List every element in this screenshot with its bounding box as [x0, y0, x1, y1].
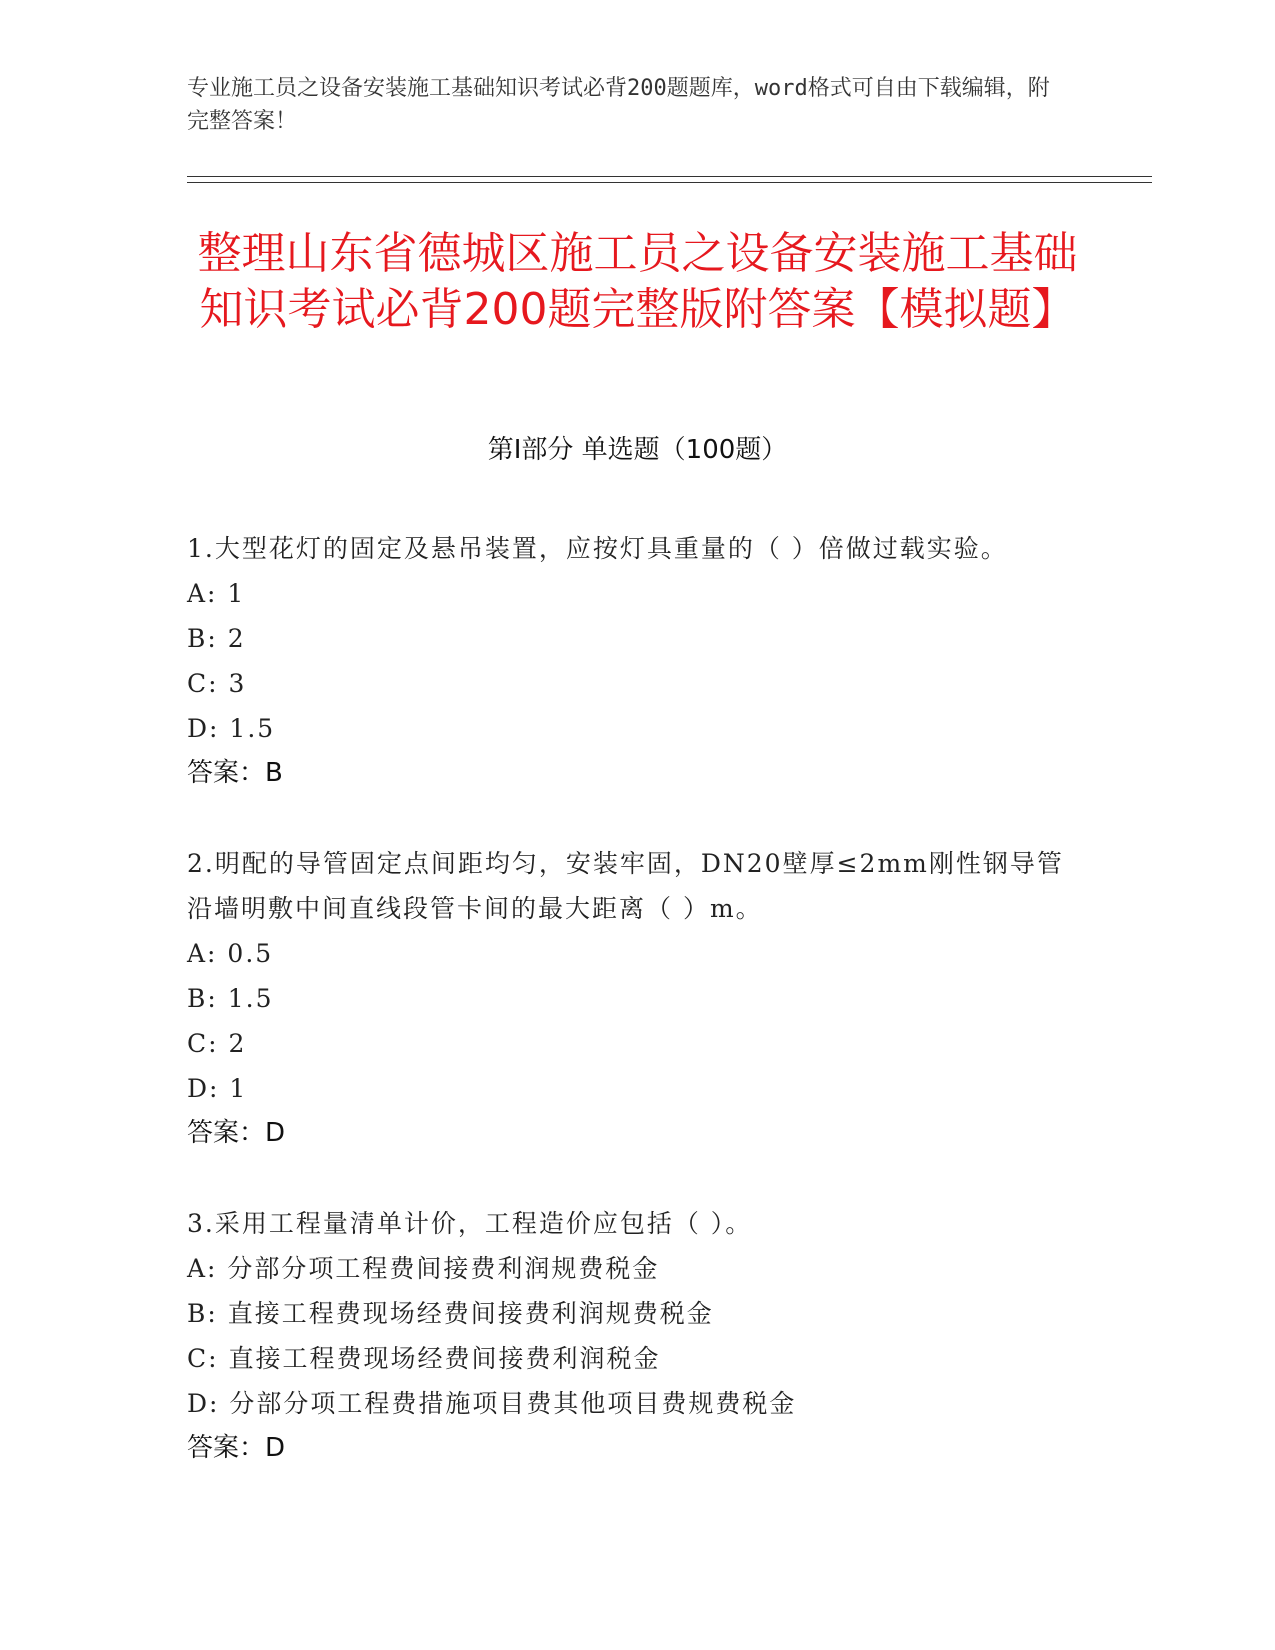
header-rule-top: [187, 176, 1152, 177]
header-note: 专业施工员之设备安装施工基础知识考试必背200题题库，word格式可自由下载编辑，附完整答案！: [187, 76, 1050, 134]
option-b: B: 直接工程费现场经费间接费利润规费税金: [187, 1299, 714, 1328]
header-rule-bottom: [187, 182, 1152, 183]
answer: 答案：D: [187, 1118, 286, 1148]
option-d: D: 分部分项工程费措施项目费其他项目费规费税金: [187, 1389, 797, 1418]
question-text: 1.大型花灯的固定及悬吊装置，应按灯具重量的（ ）倍做过载实验。: [187, 534, 1008, 563]
option-d: D: 1.5: [187, 714, 276, 743]
question-list: [187, 526, 1087, 1516]
question-1: [187, 526, 1087, 796]
option-c: C: 直接工程费现场经费间接费利润税金: [187, 1344, 661, 1373]
question-text: 3.采用工程量清单计价，工程造价应包括（ ）。: [187, 1209, 753, 1238]
option-c: C: 2: [187, 1029, 247, 1058]
option-b: B: 1.5: [187, 984, 274, 1013]
option-a: A: 1: [187, 579, 246, 608]
option-b: B: 2: [187, 624, 246, 653]
document-title: 整理山东省德城区施工员之设备安装施工基础知识考试必背200题完整版附答案【模拟题】: [197, 228, 1078, 335]
question-text: 2.明配的导管固定点间距均匀，安装牢固，DN20壁厚≤2mm刚性钢导管沿墙明敷中间直线段管卡间的最大距离（ ）m。: [187, 849, 1064, 923]
option-a: A: 分部分项工程费间接费利润规费税金: [187, 1254, 660, 1283]
section-heading: 第Ⅰ部分 单选题（100题）: [487, 435, 788, 465]
answer: 答案：B: [187, 758, 283, 788]
option-c: C: 3: [187, 669, 247, 698]
answer: 答案：D: [187, 1433, 286, 1463]
option-a: A: 0.5: [187, 939, 274, 968]
question-2: [187, 841, 1087, 1156]
option-d: D: 1: [187, 1074, 248, 1103]
question-3: [187, 1201, 1087, 1471]
